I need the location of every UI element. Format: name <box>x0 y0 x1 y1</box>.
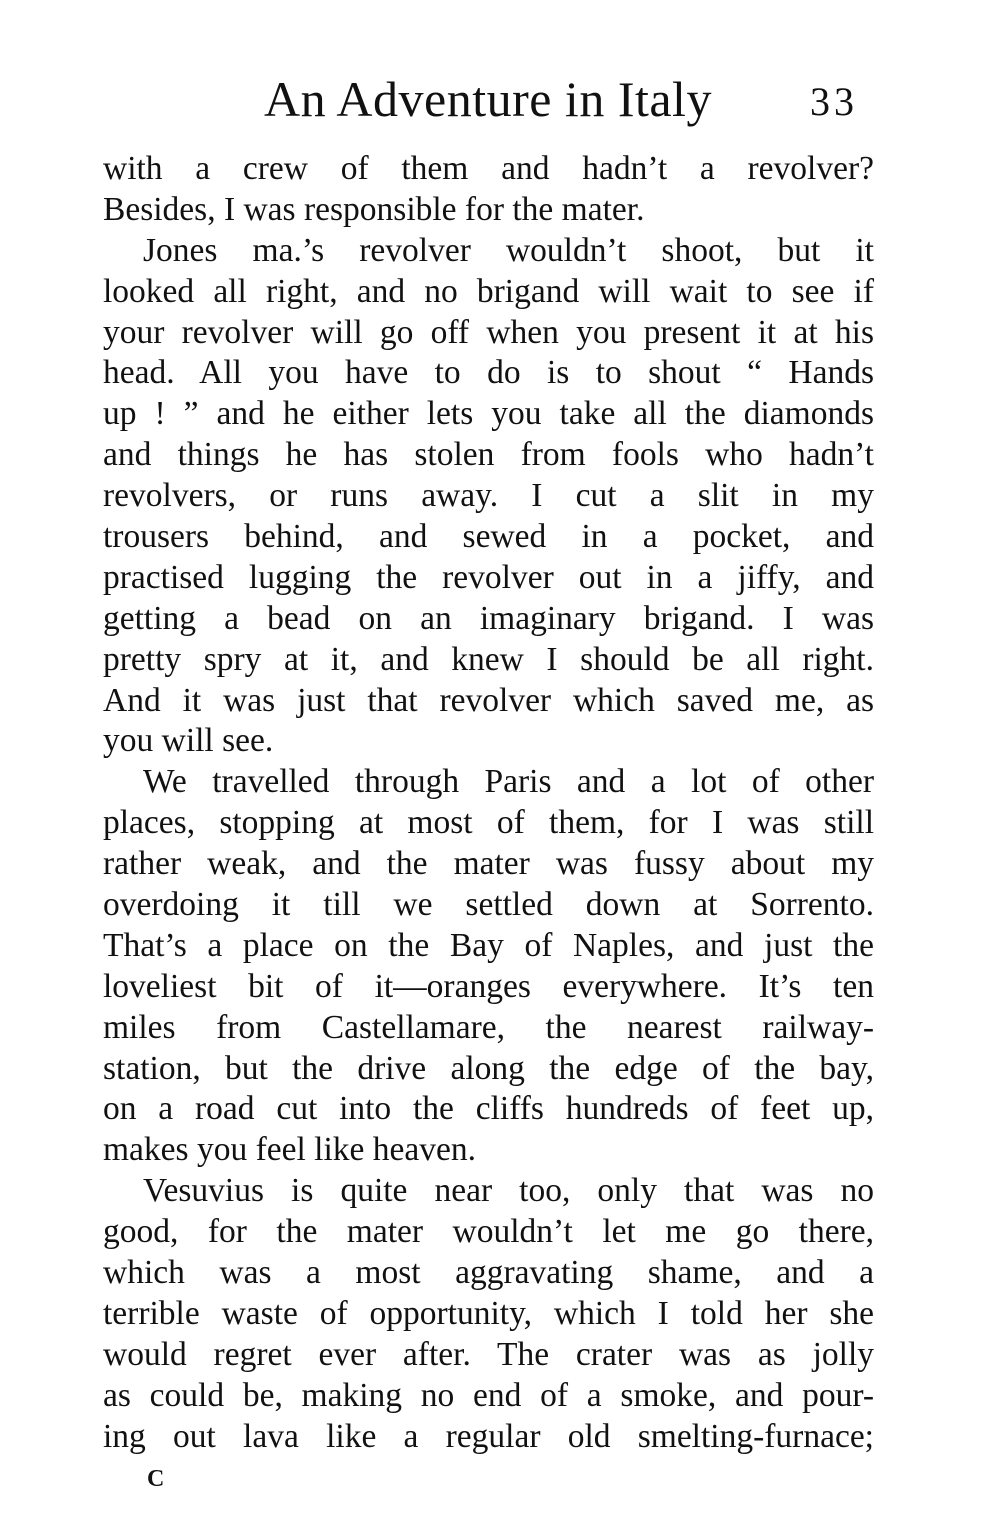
text-line: rather weak, and the mater was fussy about my <box>103 845 874 883</box>
text-line: overdoing it till we settled down at Sorrento. <box>103 886 874 924</box>
signature-mark: C <box>147 1466 165 1492</box>
paragraph <box>103 149 874 231</box>
text-line: places, stopping at most of them, for I was still <box>103 804 874 842</box>
text-line: miles from Castellamare, the nearest railway- <box>103 1008 874 1046</box>
text-line: good, for the mater wouldn’t let me go there, <box>103 1213 874 1251</box>
body-text <box>103 149 874 1458</box>
text-line: pretty spry at it, and knew I should be all right. <box>103 640 874 678</box>
text-line: up ! ” and he either lets you take all the diamonds <box>103 395 874 433</box>
text-line: Besides, I was responsible for the mater. <box>103 190 645 228</box>
text-line: And it was just that revolver which saved me, as <box>103 681 874 719</box>
text-line: That’s a place on the Bay of Naples, and just the <box>103 926 874 964</box>
text-line: revolvers, or runs away. I cut a slit in my <box>103 477 874 515</box>
text-line: getting a bead on an imaginary brigand. I was <box>103 599 874 637</box>
running-title: An Adventure in Italy <box>264 71 712 127</box>
text-line: We travelled through Paris and a lot of other <box>143 763 874 801</box>
text-line: Jones ma.’s revolver wouldn’t shoot, but it <box>143 231 874 269</box>
text-line: ing out lava like a regular old smelting-furnace; <box>103 1417 874 1455</box>
paragraph <box>103 1171 874 1457</box>
text-line: on a road cut into the cliffs hundreds of feet up, <box>103 1090 874 1128</box>
text-line: with a crew of them and hadn’t a revolver? <box>103 150 874 187</box>
text-line: loveliest bit of it—oranges everywhere. It’s ten <box>103 967 874 1005</box>
text-line: you will see. <box>103 722 274 760</box>
text-line: head. All you have to do is to shout “ Hands <box>103 354 874 392</box>
text-line: Vesuvius is quite near too, only that was no <box>143 1172 874 1210</box>
text-line: terrible waste of opportunity, which I told her she <box>103 1294 874 1332</box>
text-line: and things he has stolen from fools who hadn’t <box>103 436 874 474</box>
page-number: 33 <box>810 79 858 124</box>
paragraph <box>103 762 874 1171</box>
text-line: makes you feel like heaven. <box>103 1131 476 1169</box>
text-line: your revolver will go off when you present it at his <box>103 313 874 351</box>
text-line: practised lugging the revolver out in a jiffy, and <box>103 558 874 596</box>
text-line: trousers behind, and sewed in a pocket, and <box>103 518 874 556</box>
text-line: looked all right, and no brigand will wait to see if <box>103 272 874 310</box>
text-line: would regret ever after. The crater was as jolly <box>103 1335 874 1373</box>
text-line: as could be, making no end of a smoke, and pour- <box>103 1376 874 1414</box>
text-line: station, but the drive along the edge of the bay, <box>103 1049 874 1087</box>
text-line: which was a most aggravating shame, and a <box>103 1254 874 1292</box>
paragraph <box>103 231 874 763</box>
